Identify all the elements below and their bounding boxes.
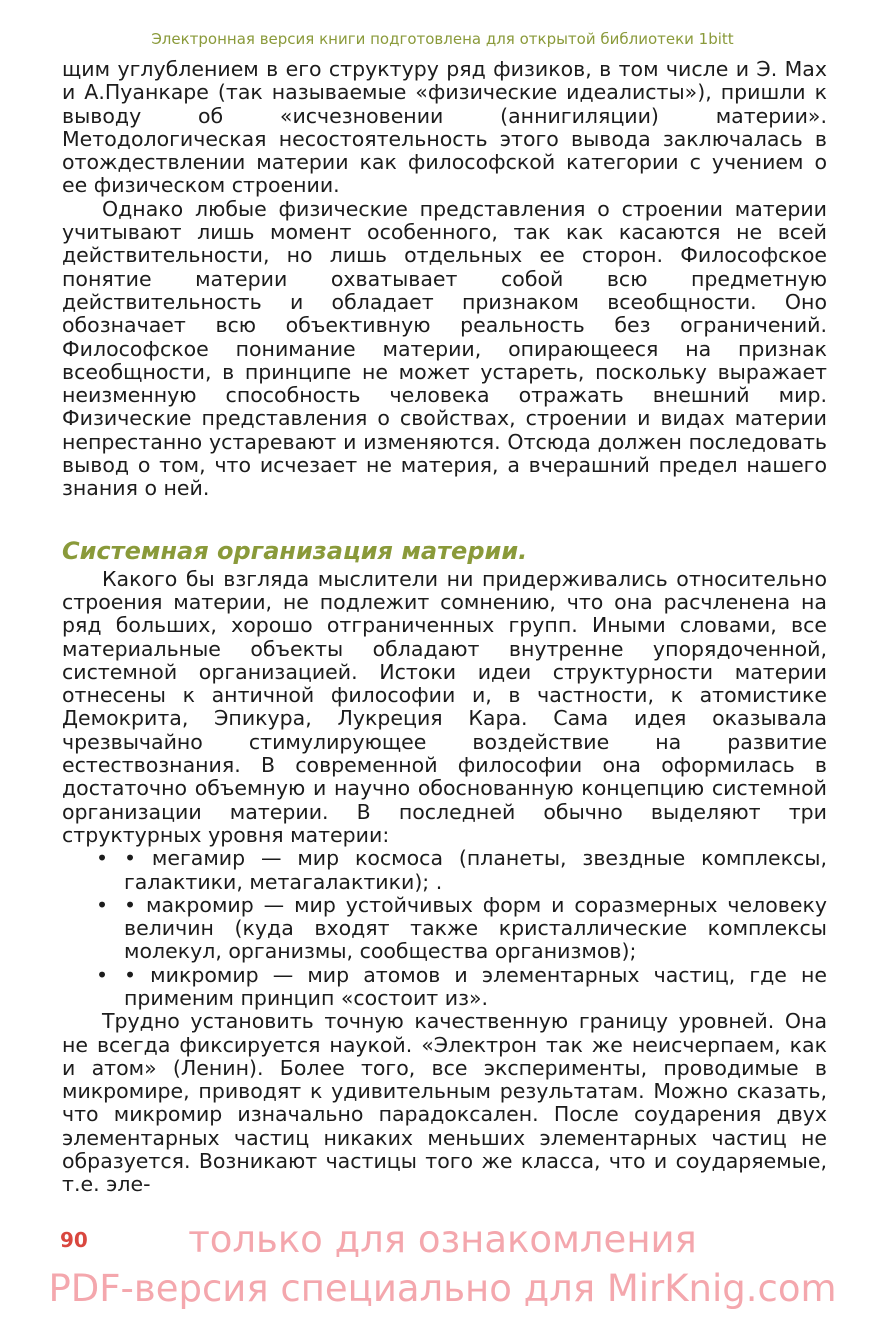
paragraph-2: Однако любые физические представления о строении материи учитывают лишь момент особенного, так как касаются не всей действительности, но лишь отдельных ее сторон. Философское понятие материи охватывает собой всю предметную действительность и обладает признаком всеобщности. Оно обозначает всю объективную реальность без ограничений. Философское понимание материи, опирающееся на признак всеобщности, в принципе не может устареть, поскольку выражает неизменную способность человека отражать внешний мир. Физические представления о свойствах, строении и видах материи непрестанно устаревают и изменяются. Отсюда должен последовать вывод о том, что исчезает не материя, а вчерашний предел нашего знания о ней. [62,196,827,501]
list-item [62,847,827,894]
watermark-line-2: PDF-версия специально для MirKnig.com [48,1267,837,1310]
paragraph-3: Какого бы взгляда мыслители ни придерживались относительно строения материи, не подлежит сомнению, что она расчленена на ряд больших, хорошо отграниченных групп. Иными словами, все материальные объекты обладают внутренне упорядоченной, системной организацией. Истоки идеи структурности материи отнесены к античной философии и, в частности, к атомистике Демокрита, Эпикура, Лукреция Кара. Сама идея оказывала чрезвычайно стимулирующее воздействие на развитие естествознания. В современной философии она оформилась в достаточно объемную и научно обоснованную концепцию системной организации материи. В последней обычно выделяют три структурных уровня материи: [62,566,827,847]
list-item-text: • макромир — мир устойчивых форм и соразмерных человеку величин (куда входят также кристаллические комплексы молекул, организмы, сообщества организмов); [124,892,827,964]
watermark-line-1: только для ознакомления [188,1218,697,1261]
library-header: Электронная версия книги подготовлена для открытой библиотеки 1bitt [151,30,734,48]
list-item-text: • мегамир — мир космоса (планеты, звездные комплексы, галактики, метагалактики); . [124,846,827,894]
list-item [62,964,827,1011]
page-content [62,58,827,1197]
section-heading: Системная организация материи. [62,536,528,565]
paragraph-4: Трудно установить точную качественную границу уровней. Она не всегда фиксируется наукой. «Электрон так же неисчерпаем, как и атом» (Ленин). Более того, все эксперименты, проводимые в микромире, приводят к удивительным результатам. Можно сказать, что микромир изначально парадоксален. После соударения двух элементарных частиц никаких меньших элементарных частиц не образуется. Возникают частицы того же класса, что и соударяемые, т.е. эле- [62,1009,827,1197]
bullet-marker: • [96,892,109,917]
structural-levels-list [62,847,827,1010]
paragraph-1: щим углублением в его структуру ряд физиков, в том числе и Э. Мах и А.Пуанкаре (так называемые «физические идеалисты»), пришли к выводу об «исчезновении (аннигиляции) материи». Методологическая несостоятельность этого вывода заключалась в отождествлении материи как философской категории с учением о ее физическом строении. [62,57,827,198]
page-number: 90 [60,1228,88,1252]
bullet-marker: • [96,962,109,987]
list-item [62,894,827,964]
bullet-marker: • [96,846,109,871]
list-item-text: • микромир — мир атомов и элементарных частиц, где не применим принцип «состоит из». [124,962,827,1010]
